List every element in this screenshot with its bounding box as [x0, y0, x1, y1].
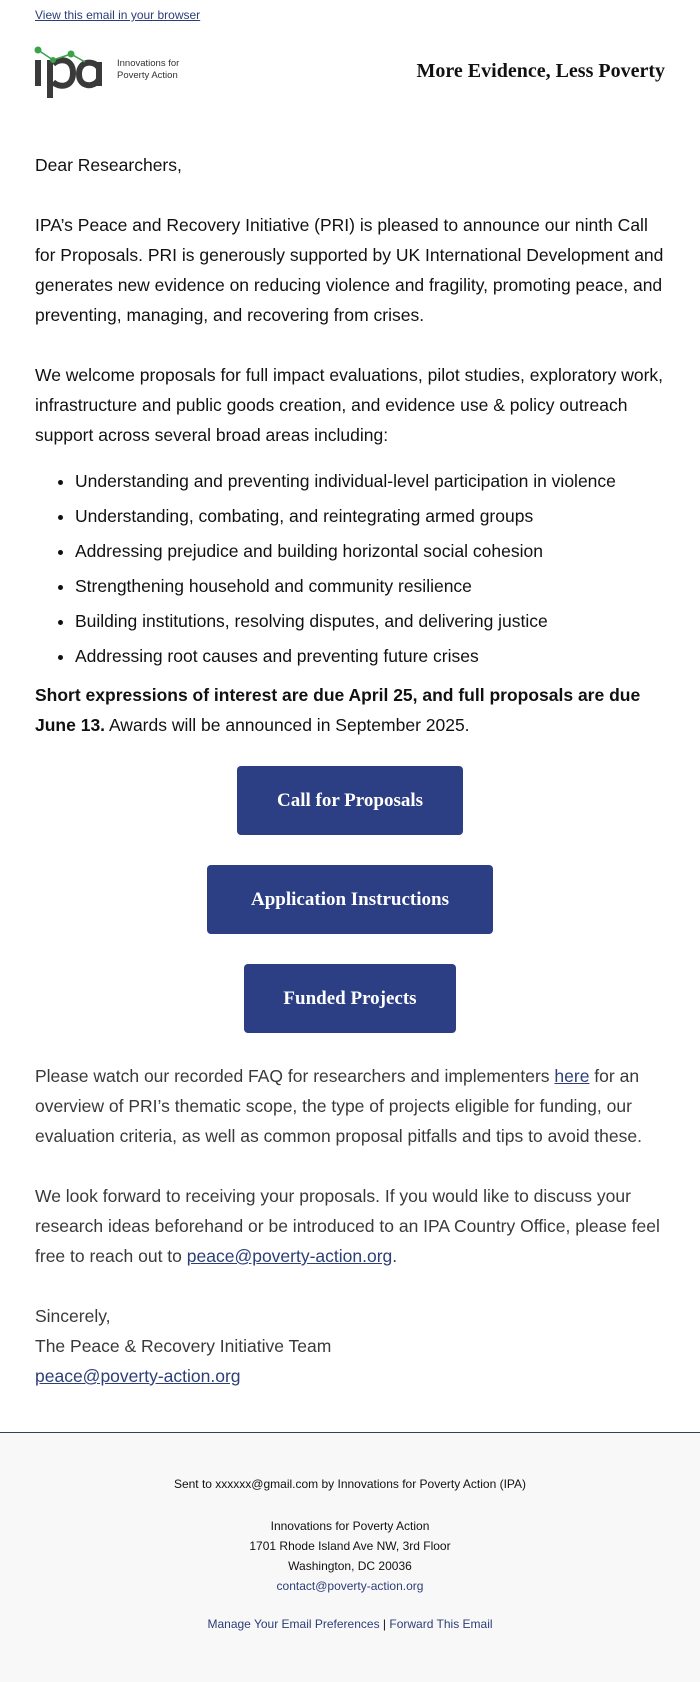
list-item: • Understanding, combating, and reintegrating armed groups: [75, 505, 665, 527]
footer-separator: |: [382, 1617, 387, 1631]
team-name: The Peace & Recovery Initiative Team: [35, 1336, 332, 1356]
greeting: Dear Researchers,: [35, 155, 182, 175]
team-email-link[interactable]: peace@poverty-action.org: [35, 1366, 241, 1386]
view-in-browser-link[interactable]: View this email in your browser: [35, 8, 201, 22]
research-areas-list: [35, 470, 665, 667]
footer-city: Washington, DC 20036: [288, 1559, 412, 1573]
intro-paragraph: IPA’s Peace and Recovery Initiative (PRI) is pleased to announce our ninth Call for Proposals. PRI is generously supported by UK International Development and generates new evidence on reducing violence and fragility, promoting peace, and preventing, managing, and recovering from crises.: [35, 215, 664, 325]
faq-here-link[interactable]: here: [554, 1066, 590, 1086]
button-row: [35, 865, 665, 934]
button-row: [35, 766, 665, 835]
tagline: More Evidence, Less Poverty: [416, 60, 665, 82]
faq-text-after: for an overview of PRI’s thematic scope, the type of projects eligible for funding, our evaluation criteria, as well as common proposal pitfalls and tips to avoid these.: [35, 1066, 642, 1146]
funded-projects-button[interactable]: Funded Projects: [244, 964, 456, 1033]
list-item: • Strengthening household and community resilience: [75, 575, 665, 597]
list-item: • Building institutions, resolving disputes, and delivering justice: [75, 610, 665, 632]
application-instructions-button[interactable]: Application Instructions: [207, 865, 493, 934]
deadline-rest: Awards will be announced in September 2025.: [105, 715, 470, 735]
footer-org-name: Innovations for Poverty Action: [270, 1519, 430, 1533]
manage-preferences-link[interactable]: Manage Your Email Preferences: [207, 1617, 380, 1631]
logo-text-line2: Poverty Action: [117, 70, 178, 81]
footer-links: [0, 1617, 700, 1631]
welcome-paragraph: We welcome proposals for full impact evaluations, pilot studies, exploratory work, infrastructure and public goods creation, and evidence use & policy outreach support across several broad areas including:: [35, 365, 664, 445]
ipa-logo-mark-icon: [33, 46, 113, 102]
call-for-proposals-button[interactable]: Call for Proposals: [237, 766, 463, 835]
footer: [0, 1433, 700, 1682]
contact-email-link[interactable]: contact@poverty-action.org: [276, 1579, 424, 1593]
ipa-logo[interactable]: [33, 46, 193, 102]
list-item: • Understanding and preventing individual-level participation in violence: [75, 470, 665, 492]
sent-to-text: Sent to xxxxxx@gmail.com by Innovations for Poverty Action (IPA): [173, 1477, 527, 1491]
list-item: • Addressing root causes and preventing future crises: [75, 645, 665, 667]
logo-wordmark: [117, 58, 197, 82]
deadline-paragraph: [35, 680, 665, 740]
look-forward-text: We look forward to receiving your proposals. If you would like to discuss your research ideas beforehand or be introduced to an IPA Country Office, please feel free to reach out to: [35, 1186, 660, 1266]
button-row: [35, 964, 665, 1033]
list-item: • Addressing prejudice and building horizontal social cohesion: [75, 540, 665, 562]
email-body: [35, 150, 665, 1391]
footer-address: [0, 1516, 700, 1596]
forward-email-link[interactable]: Forward This Email: [389, 1617, 493, 1631]
signature: [35, 1301, 665, 1391]
sign-off: Sincerely,: [35, 1306, 111, 1326]
peace-email-link[interactable]: peace@poverty-action.org: [186, 1246, 393, 1266]
faq-paragraph: [35, 1061, 665, 1151]
look-forward-period: .: [392, 1246, 398, 1266]
footer-street: 1701 Rhode Island Ave NW, 3rd Floor: [249, 1539, 451, 1553]
deadline-bold: Short expressions of interest are due April 25, and full proposals are due June 13.: [35, 685, 641, 735]
faq-text-before: Please watch our recorded FAQ for researchers and implementers: [35, 1066, 555, 1086]
logo-text-line1: Innovations for: [117, 58, 180, 69]
look-forward-paragraph: [35, 1181, 665, 1271]
